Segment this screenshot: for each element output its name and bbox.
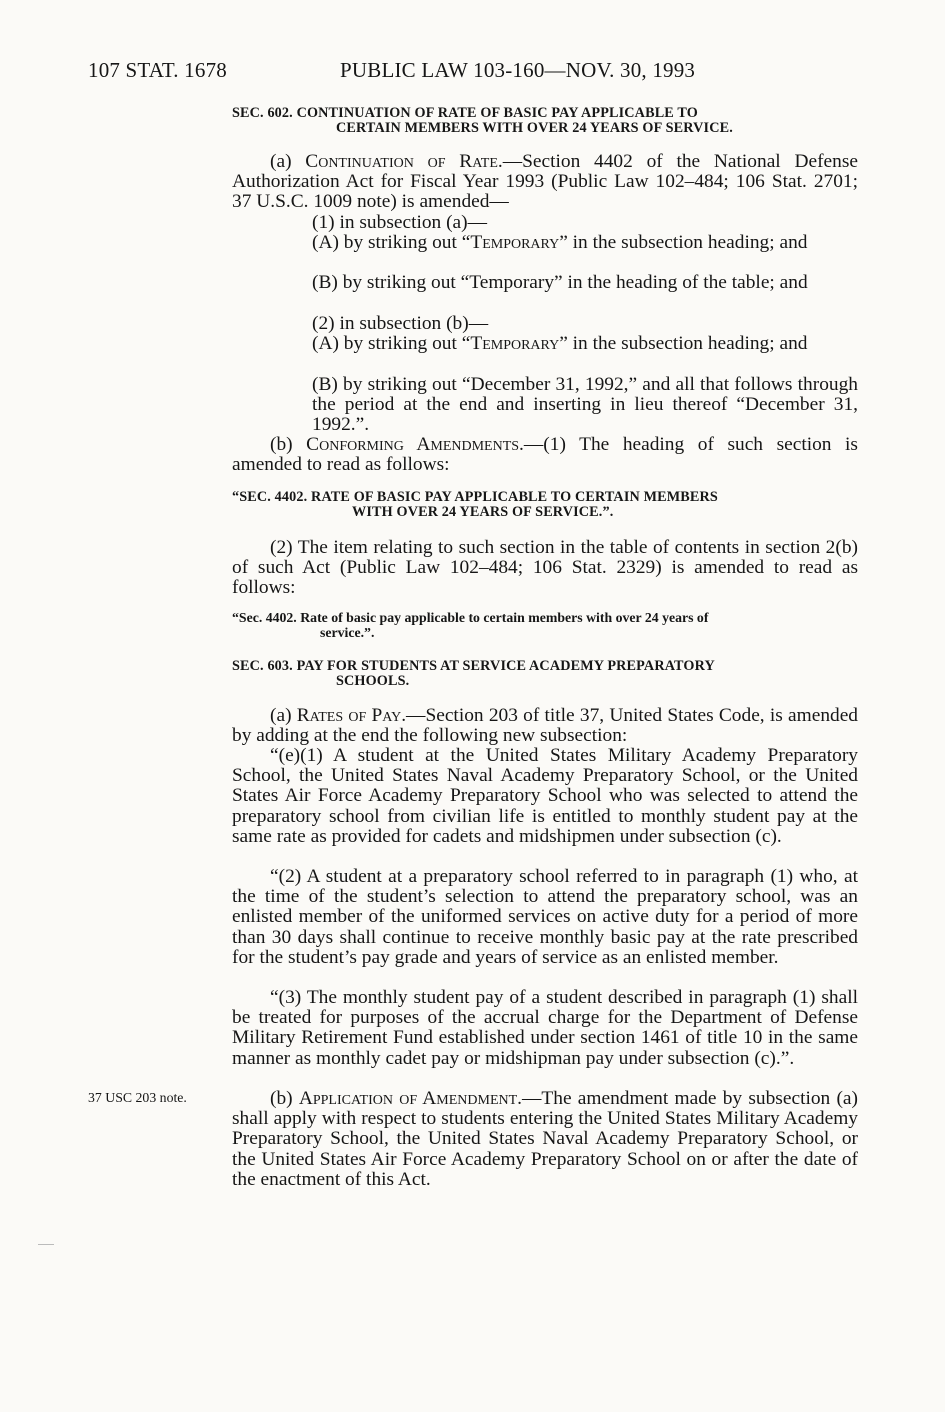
toc-item: “Sec. 4402. Rate of basic pay applicable to certain members with over 24 years of service.”.	[232, 610, 709, 640]
subsection-e1: “(e)(1) A student at the United States Military Academy Preparatory School, the United States Naval Academy Preparatory School, or the United States Air Force Academy Preparatory School who was selected to attend the preparatory school from civilian life is entitled to monthly student pay at the same rate as provided for cadets and midshipmen under subsection (c).	[232, 745, 858, 847]
subsection-e3: “(3) The monthly student pay of a student described in paragraph (1) shall be treated for purposes of the accrual charge for the Department of Defense Military Retirement Fund established under section 1461 of title 10 in the same manner as monthly cadet pay or midshipman pay under subsection (c).”.	[232, 987, 858, 1069]
subsection-e2: “(2) A student at a preparatory school referred to in paragraph (1) who, at the time of the student’s selection to attend the preparatory school, was an enlisted member of the uniformed services on active duty for a period of more than 30 days shall continue to receive monthly basic pay at the rate prescribed for the student’s pay grade and years of service as an enlisted member.	[232, 866, 858, 968]
page-mark	[38, 1244, 54, 1245]
section-602-b2: (2) The item relating to such section in the table of contents in section 2(b) of such Act (Public Law 102–484; 106 Stat. 2329) is amended to read as follows:	[232, 537, 858, 599]
section-603-b: (b) Application of Amendment.—The amendment made by subsection (a) shall apply with respect to students entering the United States Military Academy Preparatory School, the United States Naval Academy Preparatory School, or the United States Air Force Academy Preparatory School on or after the date of the enactment of this Act.	[232, 1088, 858, 1190]
section-602-a2B: (B) by striking out “December 31, 1992,” and all that follows through the period at the end and inserting in lieu thereof “December 31, 1992.”.	[312, 374, 858, 436]
section-603-a: (a) Rates of Pay.—Section 203 of title 37, United States Code, is amended by adding at the end the following new subsection:	[232, 705, 859, 747]
section-602-heading: SEC. 602. CONTINUATION OF RATE OF BASIC PAY APPLICABLE TO CERTAIN MEMBERS WITH OVER 24 YEARS OF SERVICE.	[232, 105, 733, 137]
running-header: PUBLIC LAW 103-160—NOV. 30, 1993	[340, 58, 696, 82]
section-602-a1A: (A) by striking out “Temporary” in the subsection heading; and	[312, 232, 808, 253]
section-602-a2A: (A) by striking out “Temporary” in the subsection heading; and	[312, 333, 808, 354]
stat-page-number: 107 STAT. 1678	[88, 58, 227, 82]
section-602-b: (b) Conforming Amendments.—(1) The heading of such section is amended to read as follows:	[232, 434, 858, 476]
quoted-section-heading: “SEC. 4402. RATE OF BASIC PAY APPLICABLE TO CERTAIN MEMBERS WITH OVER 24 YEARS OF SERVICE.”.	[232, 489, 718, 521]
margin-note: 37 USC 203 note.	[88, 1090, 187, 1105]
section-602-a2: (2) in subsection (b)—	[312, 313, 489, 334]
section-602-a1: (1) in subsection (a)—	[312, 212, 488, 233]
section-602-a1B: (B) by striking out “Temporary” in the heading of the table; and	[312, 272, 808, 293]
section-602-a: (a) Continuation of Rate.—Section 4402 of the National Defense Authorization Act for Fiscal Year 1993 (Public Law 102–484; 106 Stat. 2701; 37 U.S.C. 1009 note) is amended—	[232, 151, 858, 213]
section-603-heading: SEC. 603. PAY FOR STUDENTS AT SERVICE ACADEMY PREPARATORY SCHOOLS.	[232, 658, 715, 690]
